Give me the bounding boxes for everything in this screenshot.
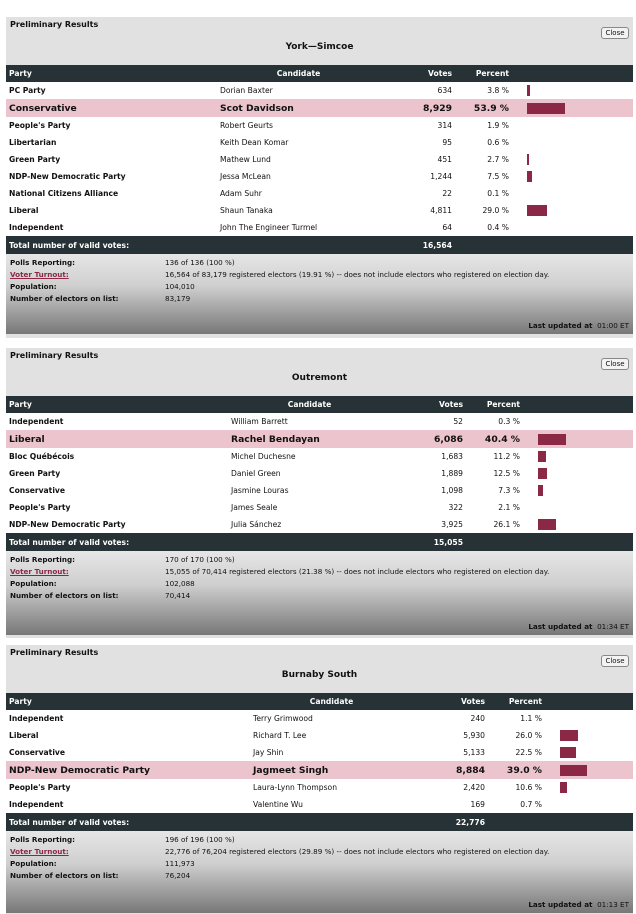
party-cell: Bloc Québécois <box>6 448 228 465</box>
party-cell: Liberal <box>6 727 250 744</box>
candidate-row <box>6 796 633 813</box>
header-votes: Votes <box>391 396 466 413</box>
updated-label: Last updated at <box>528 900 593 909</box>
header-bar <box>525 65 633 82</box>
candidate-cell: Scot Davidson <box>217 99 380 117</box>
share-bar <box>527 85 530 96</box>
info-section <box>6 831 633 913</box>
candidate-row <box>6 448 633 465</box>
percent-cell: 1.1 % <box>488 710 558 727</box>
votes-cell: 8,929 <box>380 99 455 117</box>
candidate-cell: Michel Duchesne <box>228 448 391 465</box>
percent-cell: 53.9 % <box>455 99 525 117</box>
results-table <box>6 396 633 551</box>
header-percent: Percent <box>455 65 525 82</box>
winner-row <box>6 761 633 779</box>
header-party: Party <box>6 396 228 413</box>
share-bar-cell <box>525 219 633 236</box>
candidate-cell: Valentine Wu <box>250 796 413 813</box>
share-bar <box>527 171 532 182</box>
share-bar-cell <box>558 761 633 779</box>
party-cell: PC Party <box>6 82 217 99</box>
share-bar-cell <box>536 413 633 430</box>
percent-cell: 1.9 % <box>455 117 525 134</box>
party-cell: Conservative <box>6 99 217 117</box>
share-bar <box>560 730 578 741</box>
electors-value: 70,414 <box>165 591 191 600</box>
results-panel-burnaby-south <box>6 645 633 914</box>
results-table <box>6 693 633 831</box>
votes-cell: 6,086 <box>391 430 466 448</box>
share-bar <box>560 782 567 793</box>
results-body <box>6 413 633 533</box>
votes-cell: 1,889 <box>391 465 466 482</box>
candidate-cell: Rachel Bendayan <box>228 430 391 448</box>
header-votes: Votes <box>413 693 488 710</box>
turnout-value: 15,055 of 70,414 registered electors (21.38 %) -- does not include electors who registered on election day. <box>165 567 550 576</box>
percent-cell: 40.4 % <box>466 430 536 448</box>
header-bar <box>558 693 633 710</box>
candidate-row <box>6 499 633 516</box>
total-votes: 15,055 <box>391 533 466 551</box>
total-label: Total number of valid votes: <box>6 813 413 831</box>
riding-name: Burnaby South <box>281 670 358 680</box>
party-cell: Independent <box>6 710 250 727</box>
party-cell: Liberal <box>6 430 228 448</box>
voter-turnout-link[interactable]: Voter Turnout: <box>10 847 69 856</box>
votes-cell: 5,930 <box>413 727 488 744</box>
panel-title: Preliminary Results <box>10 20 99 29</box>
candidate-cell: Jessa McLean <box>217 168 380 185</box>
header-percent: Percent <box>466 396 536 413</box>
header-bar <box>536 396 633 413</box>
electors-value: 83,179 <box>165 294 191 303</box>
polls-label: Polls Reporting: <box>10 555 75 564</box>
polls-label: Polls Reporting: <box>10 258 75 267</box>
votes-cell: 22 <box>380 185 455 202</box>
table-header-row <box>6 65 633 82</box>
electors-label: Number of electors on list: <box>10 591 119 600</box>
voter-turnout-link[interactable]: Voter Turnout: <box>10 567 69 576</box>
header-candidate: Candidate <box>228 396 391 413</box>
share-bar-cell <box>525 151 633 168</box>
percent-cell: 10.6 % <box>488 779 558 796</box>
winner-row <box>6 430 633 448</box>
winner-row <box>6 99 633 117</box>
electors-label: Number of electors on list: <box>10 294 119 303</box>
total-row <box>6 236 633 254</box>
polls-value: 196 of 196 (100 %) <box>165 835 235 844</box>
share-bar-cell <box>536 482 633 499</box>
votes-cell: 8,884 <box>413 761 488 779</box>
header-votes: Votes <box>380 65 455 82</box>
candidate-row <box>6 151 633 168</box>
votes-cell: 95 <box>380 134 455 151</box>
percent-cell: 0.3 % <box>466 413 536 430</box>
share-bar-cell <box>525 99 633 117</box>
votes-cell: 4,811 <box>380 202 455 219</box>
updated-label: Last updated at <box>528 622 593 631</box>
candidate-cell: Jasmine Louras <box>228 482 391 499</box>
panel-header <box>6 348 633 396</box>
candidate-row <box>6 117 633 134</box>
share-bar <box>560 747 576 758</box>
share-bar-cell <box>536 448 633 465</box>
votes-cell: 1,244 <box>380 168 455 185</box>
population-value: 104,010 <box>165 282 195 291</box>
info-section <box>6 254 633 334</box>
party-cell: NDP-New Democratic Party <box>6 516 228 533</box>
population-label: Population: <box>10 859 57 868</box>
votes-cell: 634 <box>380 82 455 99</box>
share-bar-cell <box>558 710 633 727</box>
share-bar <box>538 485 543 496</box>
close-button[interactable]: Close <box>601 655 629 667</box>
percent-cell: 3.8 % <box>455 82 525 99</box>
party-cell: Independent <box>6 796 250 813</box>
percent-cell: 0.6 % <box>455 134 525 151</box>
votes-cell: 322 <box>391 499 466 516</box>
candidate-cell: Jay Shin <box>250 744 413 761</box>
candidate-row <box>6 516 633 533</box>
percent-cell: 7.5 % <box>455 168 525 185</box>
share-bar <box>527 154 529 165</box>
percent-cell: 22.5 % <box>488 744 558 761</box>
percent-cell: 26.0 % <box>488 727 558 744</box>
total-label: Total number of valid votes: <box>6 236 380 254</box>
share-bar-cell <box>525 168 633 185</box>
share-bar <box>527 205 547 216</box>
share-bar-cell <box>536 499 633 516</box>
candidate-cell: Jagmeet Singh <box>250 761 413 779</box>
population-value: 111,973 <box>165 859 195 868</box>
share-bar-cell <box>558 744 633 761</box>
party-cell: Green Party <box>6 151 217 168</box>
header-party: Party <box>6 693 250 710</box>
share-bar <box>527 103 565 114</box>
share-bar-cell <box>525 117 633 134</box>
share-bar <box>538 468 547 479</box>
candidate-row <box>6 482 633 499</box>
party-cell: Independent <box>6 219 217 236</box>
candidate-row <box>6 465 633 482</box>
header-party: Party <box>6 65 217 82</box>
share-bar-cell <box>525 82 633 99</box>
candidate-row <box>6 134 633 151</box>
percent-cell: 39.0 % <box>488 761 558 779</box>
percent-cell: 29.0 % <box>455 202 525 219</box>
turnout-value: 22,776 of 76,204 registered electors (29.89 %) -- does not include electors who registered on election day. <box>165 847 550 856</box>
votes-cell: 52 <box>391 413 466 430</box>
party-cell: Independent <box>6 413 228 430</box>
share-bar-cell <box>558 796 633 813</box>
share-bar-cell <box>525 185 633 202</box>
panel-header <box>6 645 633 693</box>
share-bar-cell <box>536 430 633 448</box>
population-label: Population: <box>10 579 57 588</box>
share-bar <box>538 451 546 462</box>
updated-time: 01:13 ET <box>597 900 629 909</box>
votes-cell: 451 <box>380 151 455 168</box>
candidate-cell: Mathew Lund <box>217 151 380 168</box>
percent-cell: 0.7 % <box>488 796 558 813</box>
party-cell: People's Party <box>6 779 250 796</box>
updated-time: 01:34 ET <box>597 622 629 631</box>
candidate-row <box>6 202 633 219</box>
candidate-cell: James Seale <box>228 499 391 516</box>
table-header-row <box>6 396 633 413</box>
party-cell: National Citizens Alliance <box>6 185 217 202</box>
results-body <box>6 82 633 236</box>
candidate-row <box>6 727 633 744</box>
candidate-cell: William Barrett <box>228 413 391 430</box>
party-cell: NDP-New Democratic Party <box>6 761 250 779</box>
candidate-cell: Laura-Lynn Thompson <box>250 779 413 796</box>
voter-turnout-link[interactable]: Voter Turnout: <box>10 270 69 279</box>
candidate-row <box>6 710 633 727</box>
share-bar <box>538 519 556 530</box>
candidate-row <box>6 779 633 796</box>
party-cell: Liberal <box>6 202 217 219</box>
share-bar-cell <box>536 516 633 533</box>
total-row <box>6 533 633 551</box>
percent-cell: 11.2 % <box>466 448 536 465</box>
party-cell: Conservative <box>6 744 250 761</box>
share-bar-cell <box>525 202 633 219</box>
close-button[interactable]: Close <box>601 27 629 39</box>
candidate-cell: Daniel Green <box>228 465 391 482</box>
candidate-cell: Julia Sánchez <box>228 516 391 533</box>
share-bar-cell <box>536 465 633 482</box>
electors-label: Number of electors on list: <box>10 871 119 880</box>
share-bar-cell <box>525 134 633 151</box>
candidate-cell: John The Engineer Turmel <box>217 219 380 236</box>
percent-cell: 26.1 % <box>466 516 536 533</box>
percent-cell: 12.5 % <box>466 465 536 482</box>
results-panel-outremont <box>6 348 633 638</box>
party-cell: NDP-New Democratic Party <box>6 168 217 185</box>
panel-title: Preliminary Results <box>10 648 99 657</box>
share-bar <box>538 434 566 445</box>
votes-cell: 1,098 <box>391 482 466 499</box>
percent-cell: 0.1 % <box>455 185 525 202</box>
close-button[interactable]: Close <box>601 358 629 370</box>
votes-cell: 1,683 <box>391 448 466 465</box>
percent-cell: 2.7 % <box>455 151 525 168</box>
percent-cell: 0.4 % <box>455 219 525 236</box>
party-cell: Libertarian <box>6 134 217 151</box>
candidate-row <box>6 168 633 185</box>
header-percent: Percent <box>488 693 558 710</box>
votes-cell: 240 <box>413 710 488 727</box>
votes-cell: 169 <box>413 796 488 813</box>
population-value: 102,088 <box>165 579 195 588</box>
polls-label: Polls Reporting: <box>10 835 75 844</box>
share-bar-cell <box>558 779 633 796</box>
votes-cell: 2,420 <box>413 779 488 796</box>
party-cell: Conservative <box>6 482 228 499</box>
share-bar <box>560 765 587 776</box>
candidate-row <box>6 413 633 430</box>
results-panel-york-simcoe <box>6 17 633 338</box>
total-label: Total number of valid votes: <box>6 533 391 551</box>
candidate-row <box>6 219 633 236</box>
panel-header <box>6 17 633 65</box>
share-bar-cell <box>558 727 633 744</box>
candidate-cell: Terry Grimwood <box>250 710 413 727</box>
candidate-cell: Keith Dean Komar <box>217 134 380 151</box>
panel-title: Preliminary Results <box>10 351 99 360</box>
updated-time: 01:00 ET <box>597 321 629 330</box>
results-table <box>6 65 633 254</box>
results-body <box>6 710 633 813</box>
polls-value: 170 of 170 (100 %) <box>165 555 235 564</box>
turnout-value: 16,564 of 83,179 registered electors (19.91 %) -- does not include electors who registered on election day. <box>165 270 550 279</box>
candidate-row <box>6 744 633 761</box>
candidate-cell: Adam Suhr <box>217 185 380 202</box>
percent-cell: 7.3 % <box>466 482 536 499</box>
votes-cell: 64 <box>380 219 455 236</box>
population-label: Population: <box>10 282 57 291</box>
info-section <box>6 551 633 635</box>
riding-name: Outremont <box>291 373 348 383</box>
party-cell: People's Party <box>6 499 228 516</box>
candidate-cell: Richard T. Lee <box>250 727 413 744</box>
total-votes: 16,564 <box>380 236 455 254</box>
votes-cell: 5,133 <box>413 744 488 761</box>
header-candidate: Candidate <box>217 65 380 82</box>
votes-cell: 314 <box>380 117 455 134</box>
updated-label: Last updated at <box>528 321 593 330</box>
votes-cell: 3,925 <box>391 516 466 533</box>
party-cell: Green Party <box>6 465 228 482</box>
candidate-cell: Shaun Tanaka <box>217 202 380 219</box>
percent-cell: 2.1 % <box>466 499 536 516</box>
party-cell: People's Party <box>6 117 217 134</box>
candidate-cell: Robert Geurts <box>217 117 380 134</box>
candidate-row <box>6 82 633 99</box>
total-row <box>6 813 633 831</box>
electors-value: 76,204 <box>165 871 191 880</box>
candidate-row <box>6 185 633 202</box>
total-votes: 22,776 <box>413 813 488 831</box>
polls-value: 136 of 136 (100 %) <box>165 258 235 267</box>
header-candidate: Candidate <box>250 693 413 710</box>
table-header-row <box>6 693 633 710</box>
candidate-cell: Dorian Baxter <box>217 82 380 99</box>
riding-name: York—Simcoe <box>285 42 354 52</box>
